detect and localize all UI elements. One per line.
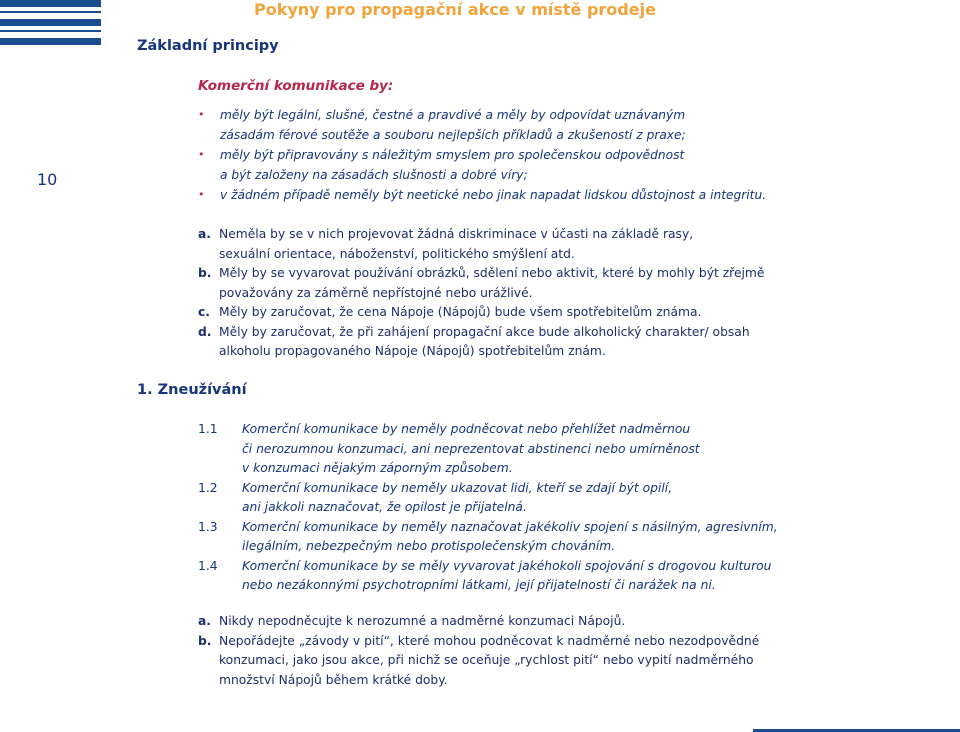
stripe — [0, 11, 101, 13]
item-text: konzumaci, jako jsou akce, při nichž se oceňuje „rychlost pití“ nebo vypití nadměrného — [219, 653, 754, 667]
lettered-item — [198, 612, 759, 632]
abuse-section-label: 1. Zneužívání — [137, 382, 247, 398]
item-number: 1.1 — [198, 422, 218, 436]
item-letter: b. — [198, 633, 212, 648]
numbered-item — [198, 440, 778, 460]
item-number: 1.2 — [198, 480, 218, 495]
bullet-text: zásadám férové soutěže a souboru nejlepších příkladů a zkušeností z praxe; — [220, 128, 686, 142]
bullet-text: měly být připravovány s náležitým smyslem pro společenskou odpovědnost — [220, 148, 685, 162]
numbered-item — [198, 537, 778, 557]
lettered-item — [198, 651, 759, 671]
item-text: ilegálním, nebezpečným nebo protispolečenským chováním. — [242, 539, 616, 553]
item-text: Neměla by se v nich projevovat žádná diskriminace v účasti na základě rasy, — [219, 227, 694, 241]
numbered-item — [198, 518, 778, 538]
item-text: Měly by zaručovat, že při zahájení propagační akce bude alkoholický charakter/ obsah — [219, 324, 750, 339]
stripe — [0, 19, 101, 26]
item-text: Komerční komunikace by se měly vyvarovat jakéhokoli spojování s drogovou kulturou — [242, 558, 772, 573]
bullet-icon: • — [198, 108, 205, 121]
bullet-text: v žádném případě neměly být neetické nebo jinak napadat lidskou důstojnost a integritu. — [220, 188, 767, 202]
bullet-icon: • — [198, 148, 205, 161]
lettered-item — [198, 671, 759, 691]
stripe — [0, 0, 101, 7]
item-text: či nerozumnou konzumaci, ani neprezentovat abstinenci nebo umírněnost — [242, 441, 700, 456]
stripe — [0, 38, 101, 45]
item-text: alkoholu propagovaného Nápoje (Nápojů) spotřebitelům znám. — [219, 344, 606, 358]
abuse-lettered-list — [198, 612, 759, 690]
principles-subhead: Komerční komunikace by: — [198, 78, 394, 94]
item-text: nebo nezákonnými psychotropními látkami, její přijatelností či narážek na ni. — [242, 578, 716, 592]
lettered-item — [198, 245, 764, 265]
bullet-item — [198, 185, 766, 205]
principles-bullets — [198, 105, 766, 205]
lettered-item — [198, 342, 764, 362]
item-text: množství Nápojů během krátké doby. — [219, 672, 448, 687]
abuse-numbered-list — [198, 420, 778, 596]
lettered-item — [198, 303, 764, 323]
numbered-item — [198, 557, 778, 577]
section-label: Základní principy — [137, 38, 279, 54]
item-letter: c. — [198, 305, 210, 319]
lettered-item — [198, 284, 764, 304]
numbered-item — [198, 479, 778, 499]
item-text: ani jakkoli naznačovat, že opilost je přijatelná. — [242, 500, 527, 514]
item-letter: d. — [198, 324, 212, 339]
item-text: v konzumaci nějakým záporným způsobem. — [242, 461, 513, 475]
bullet-text: a být založeny na zásadách slušnosti a dobré víry; — [220, 168, 528, 182]
bullet-item — [198, 105, 766, 125]
numbered-item — [198, 459, 778, 479]
item-text: Měly by se vyvarovat používání obrázků, sdělení nebo aktivit, které by mohly být zřejmě — [219, 266, 765, 280]
item-text: Komerční komunikace by neměly naznačovat jakékoliv spojení s násilným, agresivním, — [242, 519, 778, 534]
principles-lettered-list — [198, 225, 764, 362]
item-text: Nepořádejte „závody v pití“, které mohou podněcovat k nadměrné nebo nezodpovědné — [219, 633, 760, 648]
bullet-text: měly být legální, slušné, čestné a pravdivé a měly by odpovídat uznávaným — [220, 108, 686, 122]
page-title: Pokyny pro propagační akce v místě prodeje — [254, 0, 656, 19]
lettered-item — [198, 225, 764, 245]
bullet-item — [198, 125, 766, 145]
bullet-icon: • — [198, 188, 205, 201]
numbered-item — [198, 498, 778, 518]
item-text: Měly by zaručovat, že cena Nápoje (Nápojů) bude všem spotřebitelům známa. — [219, 305, 702, 319]
bullet-item — [198, 145, 766, 165]
page-number: 10 — [37, 170, 58, 189]
bullet-item — [198, 165, 766, 185]
item-number: 1.4 — [198, 558, 218, 573]
logo-stripes — [0, 0, 101, 49]
item-text: Komerční komunikace by neměly ukazovat lidi, kteří se zdají být opilí, — [242, 480, 673, 495]
item-text: Nikdy nepodněcujte k nerozumné a nadměrné konzumaci Nápojů. — [219, 614, 626, 628]
item-letter: a. — [198, 227, 211, 241]
numbered-item — [198, 420, 778, 440]
lettered-item — [198, 632, 759, 652]
lettered-item — [198, 264, 764, 284]
stripe — [0, 30, 101, 32]
item-number: 1.3 — [198, 519, 218, 534]
item-letter: b. — [198, 266, 212, 280]
item-text: považovány za záměrně nepřístojné nebo urážlivé. — [219, 285, 533, 300]
item-text: Komerční komunikace by neměly podněcovat nebo přehlížet nadměrnou — [242, 422, 691, 436]
numbered-item — [198, 576, 778, 596]
item-text: sexuální orientace, náboženství, politického smýšlení atd. — [219, 246, 575, 261]
item-letter: a. — [198, 614, 211, 628]
lettered-item — [198, 323, 764, 343]
